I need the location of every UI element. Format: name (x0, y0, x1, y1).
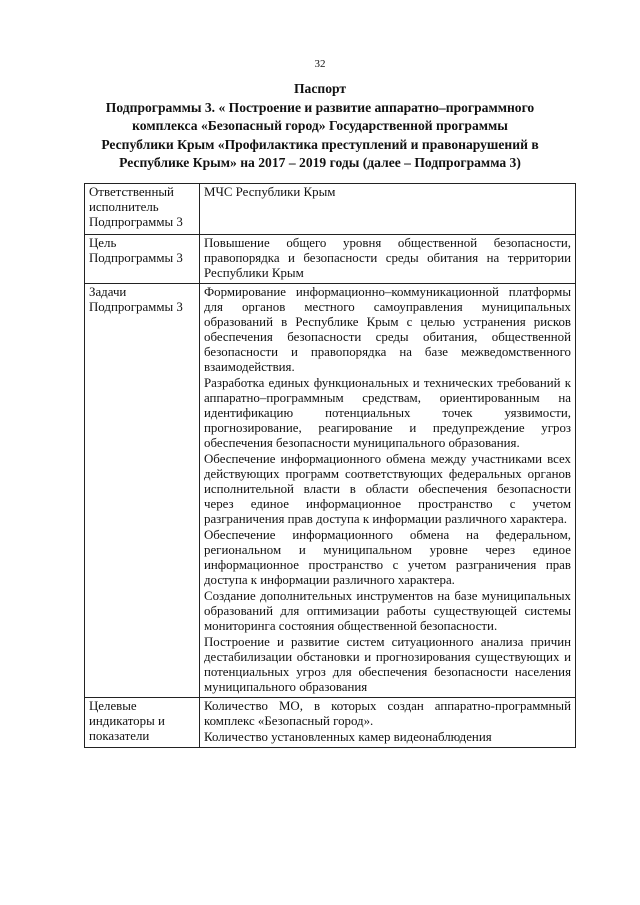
row-paragraph: Повышение общего уровня общественной безопасности, правопорядка и безопасности среды обитания на территории Республики Крым (204, 236, 571, 280)
heading-title: Паспорт (293, 81, 347, 96)
row-paragraph: Построение и развитие систем ситуационного анализа причин дестабилизации обстановки и прогнозирования существующих и потенциальных угроз для обеспечения безопасности населения муниципального образования (204, 635, 571, 694)
table-row-goal (85, 235, 576, 284)
row-value (200, 184, 576, 235)
passport-table (84, 183, 576, 748)
row-paragraph: Обеспечение информационного обмена на федеральном, региональном и муниципальном уровне через единое информационное пространство с учетом разграничения прав доступа к информации различного характера. (204, 528, 571, 587)
table-row-responsible-executor (85, 184, 576, 235)
row-label: Целевые индикаторы и показатели (85, 698, 200, 748)
row-label: Цель Подпрограммы 3 (85, 235, 200, 284)
row-paragraph: Разработка единых функциональных и технических требований к аппаратно–программным средствам, ориентированным на идентификацию потенциальных точек уязвимости, прогнозирование, реагирование и предупреждение угроз обеспечения безопасности муниципального образования. (204, 376, 571, 450)
table-row-tasks (85, 284, 576, 698)
row-value (200, 698, 576, 748)
row-label: Ответственный исполнитель Подпрограммы 3 (85, 184, 200, 235)
row-paragraph: Создание дополнительных инструментов на базе муниципальных образований для оптимизации работы существующей системы мониторинга состояния общественной безопасности. (204, 589, 571, 633)
row-paragraph: Количество МО, в которых создан аппаратно-программный комплекс «Безопасный город». (204, 699, 571, 728)
document-heading (95, 80, 545, 173)
row-paragraph: Количество установленных камер видеонаблюдения (204, 730, 492, 744)
row-paragraph: МЧС Республики Крым (204, 185, 336, 199)
heading-subtitle: Подпрограммы 3. « Построение и развитие аппаратно–программного комплекса «Безопасный город» Государственной программы Республики Крым «Профилактика преступлений и правонарушений в Республике Крым» на 2017 – 2019 годы (далее – Подпрограмма 3) (101, 99, 539, 170)
row-paragraph: Формирование информационно–коммуникационной платформы для органов местного самоуправления муниципальных образований в Республике Крым с целью устранения рисков обеспечения безопасности среды обитания, общественной безопасности и правопорядка на базе межведомственного взаимодействия. (204, 285, 571, 374)
row-label: Задачи Подпрограммы 3 (85, 284, 200, 698)
page-number: 32 (314, 58, 326, 70)
table-row-indicators (85, 698, 576, 748)
row-paragraph: Обеспечение информационного обмена между участниками всех действующих программ соответствующих федеральных органов исполнительной власти в области обеспечения безопасности через единое информационное пространство с учетом разграничения прав доступа к информации различного характера. (204, 452, 571, 526)
row-value (200, 235, 576, 284)
row-value (200, 284, 576, 698)
